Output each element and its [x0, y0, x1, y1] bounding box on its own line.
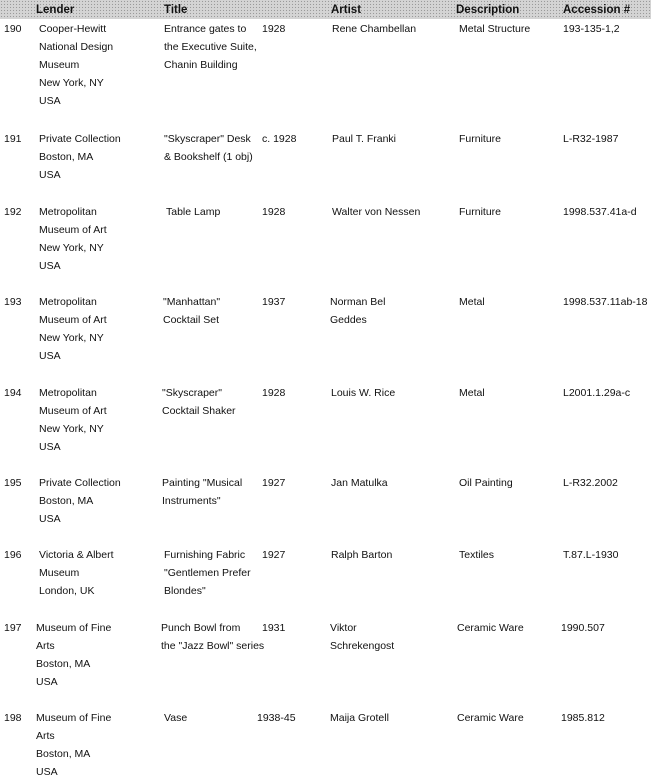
title-cell-line: Punch Bowl from	[161, 622, 241, 634]
artist-cell-line: Ralph Barton	[331, 549, 393, 561]
accession-cell: 193-135-1,2	[563, 23, 620, 35]
date-cell: 1928	[262, 23, 286, 35]
lender-cell-line: Museum of Art	[39, 405, 107, 417]
title-cell	[164, 709, 187, 727]
artist-cell-line: Louis W. Rice	[331, 387, 396, 399]
title-cell-line: Painting "Musical	[162, 477, 243, 489]
lender-cell-line: Museum of Fine	[36, 712, 112, 724]
lender-cell-line: Private Collection	[39, 133, 121, 145]
artist-cell	[332, 203, 420, 221]
artist-cell	[331, 474, 388, 492]
description-cell: Furniture	[459, 206, 502, 218]
title-cell-line: Cocktail Shaker	[162, 405, 236, 417]
title-cell	[163, 293, 220, 329]
lender-cell-line: Victoria & Albert	[39, 549, 114, 561]
title-cell-line: "Skyscraper" Desk	[164, 133, 251, 145]
lender-cell-line: Boston, MA	[39, 495, 94, 507]
description-cell: Metal	[459, 296, 485, 308]
lender-cell-line: Boston, MA	[36, 658, 91, 670]
date-cell: 1931	[262, 622, 286, 634]
artist-cell-line: Paul T. Franki	[332, 133, 396, 145]
lender-cell-line: USA	[39, 441, 61, 453]
artist-cell-line: Maija Grotell	[330, 712, 389, 724]
lender-cell	[39, 384, 107, 456]
artist-cell-line: Jan Matulka	[331, 477, 388, 489]
lender-cell-line: Museum of Fine	[36, 622, 112, 634]
lender-cell-line: New York, NY	[39, 242, 104, 254]
lender-cell	[39, 546, 114, 600]
lender-cell-line: USA	[36, 676, 58, 688]
lender-cell-line: New York, NY	[39, 77, 104, 89]
row-number: 191	[4, 133, 22, 145]
lender-cell-line: USA	[39, 95, 61, 107]
lender-cell-line: New York, NY	[39, 332, 104, 344]
lender-cell-line: Museum	[39, 59, 80, 71]
lender-cell-line: London, UK	[39, 585, 95, 597]
row-number: 194	[4, 387, 22, 399]
row-number: 196	[4, 549, 22, 561]
lender-cell	[36, 619, 111, 691]
accession-cell: T.87.L-1930	[563, 549, 619, 561]
description-cell: Ceramic Ware	[457, 622, 524, 634]
date-cell: 1938-45	[257, 712, 296, 724]
header-title: Title	[164, 4, 188, 16]
lender-cell-line: Metropolitan	[39, 296, 97, 308]
header-accession: Accession #	[563, 4, 631, 16]
title-cell	[164, 20, 257, 74]
lender-cell-line: Private Collection	[39, 477, 121, 489]
accession-cell: 1985.812	[561, 712, 605, 724]
lender-cell-line: USA	[39, 169, 61, 181]
title-cell	[162, 384, 236, 420]
date-cell: 1928	[262, 206, 286, 218]
row-number: 198	[4, 712, 22, 724]
lender-cell-line: Arts	[36, 640, 55, 652]
lender-cell-line: New York, NY	[39, 423, 104, 435]
title-cell-line: the "Jazz Bowl" series	[161, 640, 265, 652]
lender-cell	[39, 203, 107, 275]
artist-cell	[330, 293, 385, 329]
title-cell	[161, 619, 264, 655]
lender-cell-line: Boston, MA	[36, 748, 91, 760]
title-cell-line: Cocktail Set	[163, 314, 220, 326]
title-cell-line: the Executive Suite,	[164, 41, 257, 53]
accession-cell: 1998.537.41a-d	[563, 206, 637, 218]
title-cell-line: "Gentlemen Prefer	[164, 567, 251, 579]
artist-cell	[330, 709, 389, 727]
row-number: 195	[4, 477, 22, 489]
description-cell: Oil Painting	[459, 477, 513, 489]
date-cell: 1937	[262, 296, 286, 308]
date-cell: 1927	[262, 477, 286, 489]
title-cell-line: "Manhattan"	[163, 296, 221, 308]
title-cell	[164, 130, 253, 166]
title-cell-line: Entrance gates to	[164, 23, 247, 35]
artist-cell	[332, 130, 396, 148]
header-artist: Artist	[331, 4, 362, 16]
lender-cell	[36, 709, 111, 781]
artist-cell-line: Rene Chambellan	[332, 23, 417, 35]
row-number: 193	[4, 296, 22, 308]
accession-cell: L-R32.2002	[563, 477, 618, 489]
artist-cell-line: Schrekengost	[330, 640, 395, 652]
lender-cell	[39, 130, 121, 184]
lender-cell-line: Museum of Art	[39, 224, 107, 236]
artist-cell	[331, 384, 395, 402]
title-cell-line: Blondes"	[164, 585, 206, 597]
title-cell-line: Chanin Building	[164, 59, 238, 71]
header-lender: Lender	[36, 4, 75, 16]
header-description: Description	[456, 4, 520, 16]
lender-cell-line: USA	[36, 766, 58, 778]
lender-cell-line: Metropolitan	[39, 387, 97, 399]
lender-cell	[39, 20, 113, 110]
artist-cell	[330, 619, 394, 655]
table-header	[0, 0, 651, 19]
title-cell-line: Vase	[164, 712, 188, 724]
lender-cell-line: USA	[39, 350, 61, 362]
lender-cell-line: USA	[39, 513, 61, 525]
lender-cell-line: Museum	[39, 567, 80, 579]
artist-cell-line: Walter von Nessen	[332, 206, 421, 218]
lender-cell-line: Cooper-Hewitt	[39, 23, 107, 35]
date-cell: c. 1928	[262, 133, 297, 145]
accession-cell: 1990.507	[561, 622, 605, 634]
artist-cell	[331, 546, 392, 564]
lender-cell-line: Museum of Art	[39, 314, 107, 326]
row-number: 190	[4, 23, 22, 35]
title-cell	[166, 203, 220, 221]
artist-cell	[332, 20, 416, 38]
accession-cell: L2001.1.29a-c	[563, 387, 631, 399]
lender-cell-line: Metropolitan	[39, 206, 97, 218]
accession-cell: 1998.537.11ab-18	[563, 296, 648, 308]
lender-cell	[39, 474, 121, 528]
date-cell: 1928	[262, 387, 286, 399]
description-cell: Textiles	[459, 549, 495, 561]
description-cell: Ceramic Ware	[457, 712, 524, 724]
artist-cell-line: Geddes	[330, 314, 367, 326]
date-cell: 1927	[262, 549, 286, 561]
description-cell: Metal Structure	[459, 23, 531, 35]
artist-cell-line: Norman Bel	[330, 296, 386, 308]
title-cell	[162, 474, 242, 510]
row-number: 197	[4, 622, 22, 634]
lender-cell-line: Boston, MA	[39, 151, 94, 163]
artist-cell-line: Viktor	[330, 622, 357, 634]
lender-cell-line: Arts	[36, 730, 55, 742]
lender-cell-line: National Design	[39, 41, 114, 53]
title-cell-line: "Skyscraper"	[162, 387, 222, 399]
lender-cell-line: USA	[39, 260, 61, 272]
description-cell: Furniture	[459, 133, 502, 145]
title-cell-line: Instruments"	[162, 495, 221, 507]
description-cell: Metal	[459, 387, 485, 399]
title-cell-line: Table Lamp	[166, 206, 221, 218]
accession-cell: L-R32-1987	[563, 133, 619, 145]
title-cell-line: & Bookshelf (1 obj)	[164, 151, 253, 163]
row-number: 192	[4, 206, 22, 218]
title-cell	[164, 546, 251, 600]
lender-cell	[39, 293, 107, 365]
title-cell-line: Furnishing Fabric	[164, 549, 246, 561]
